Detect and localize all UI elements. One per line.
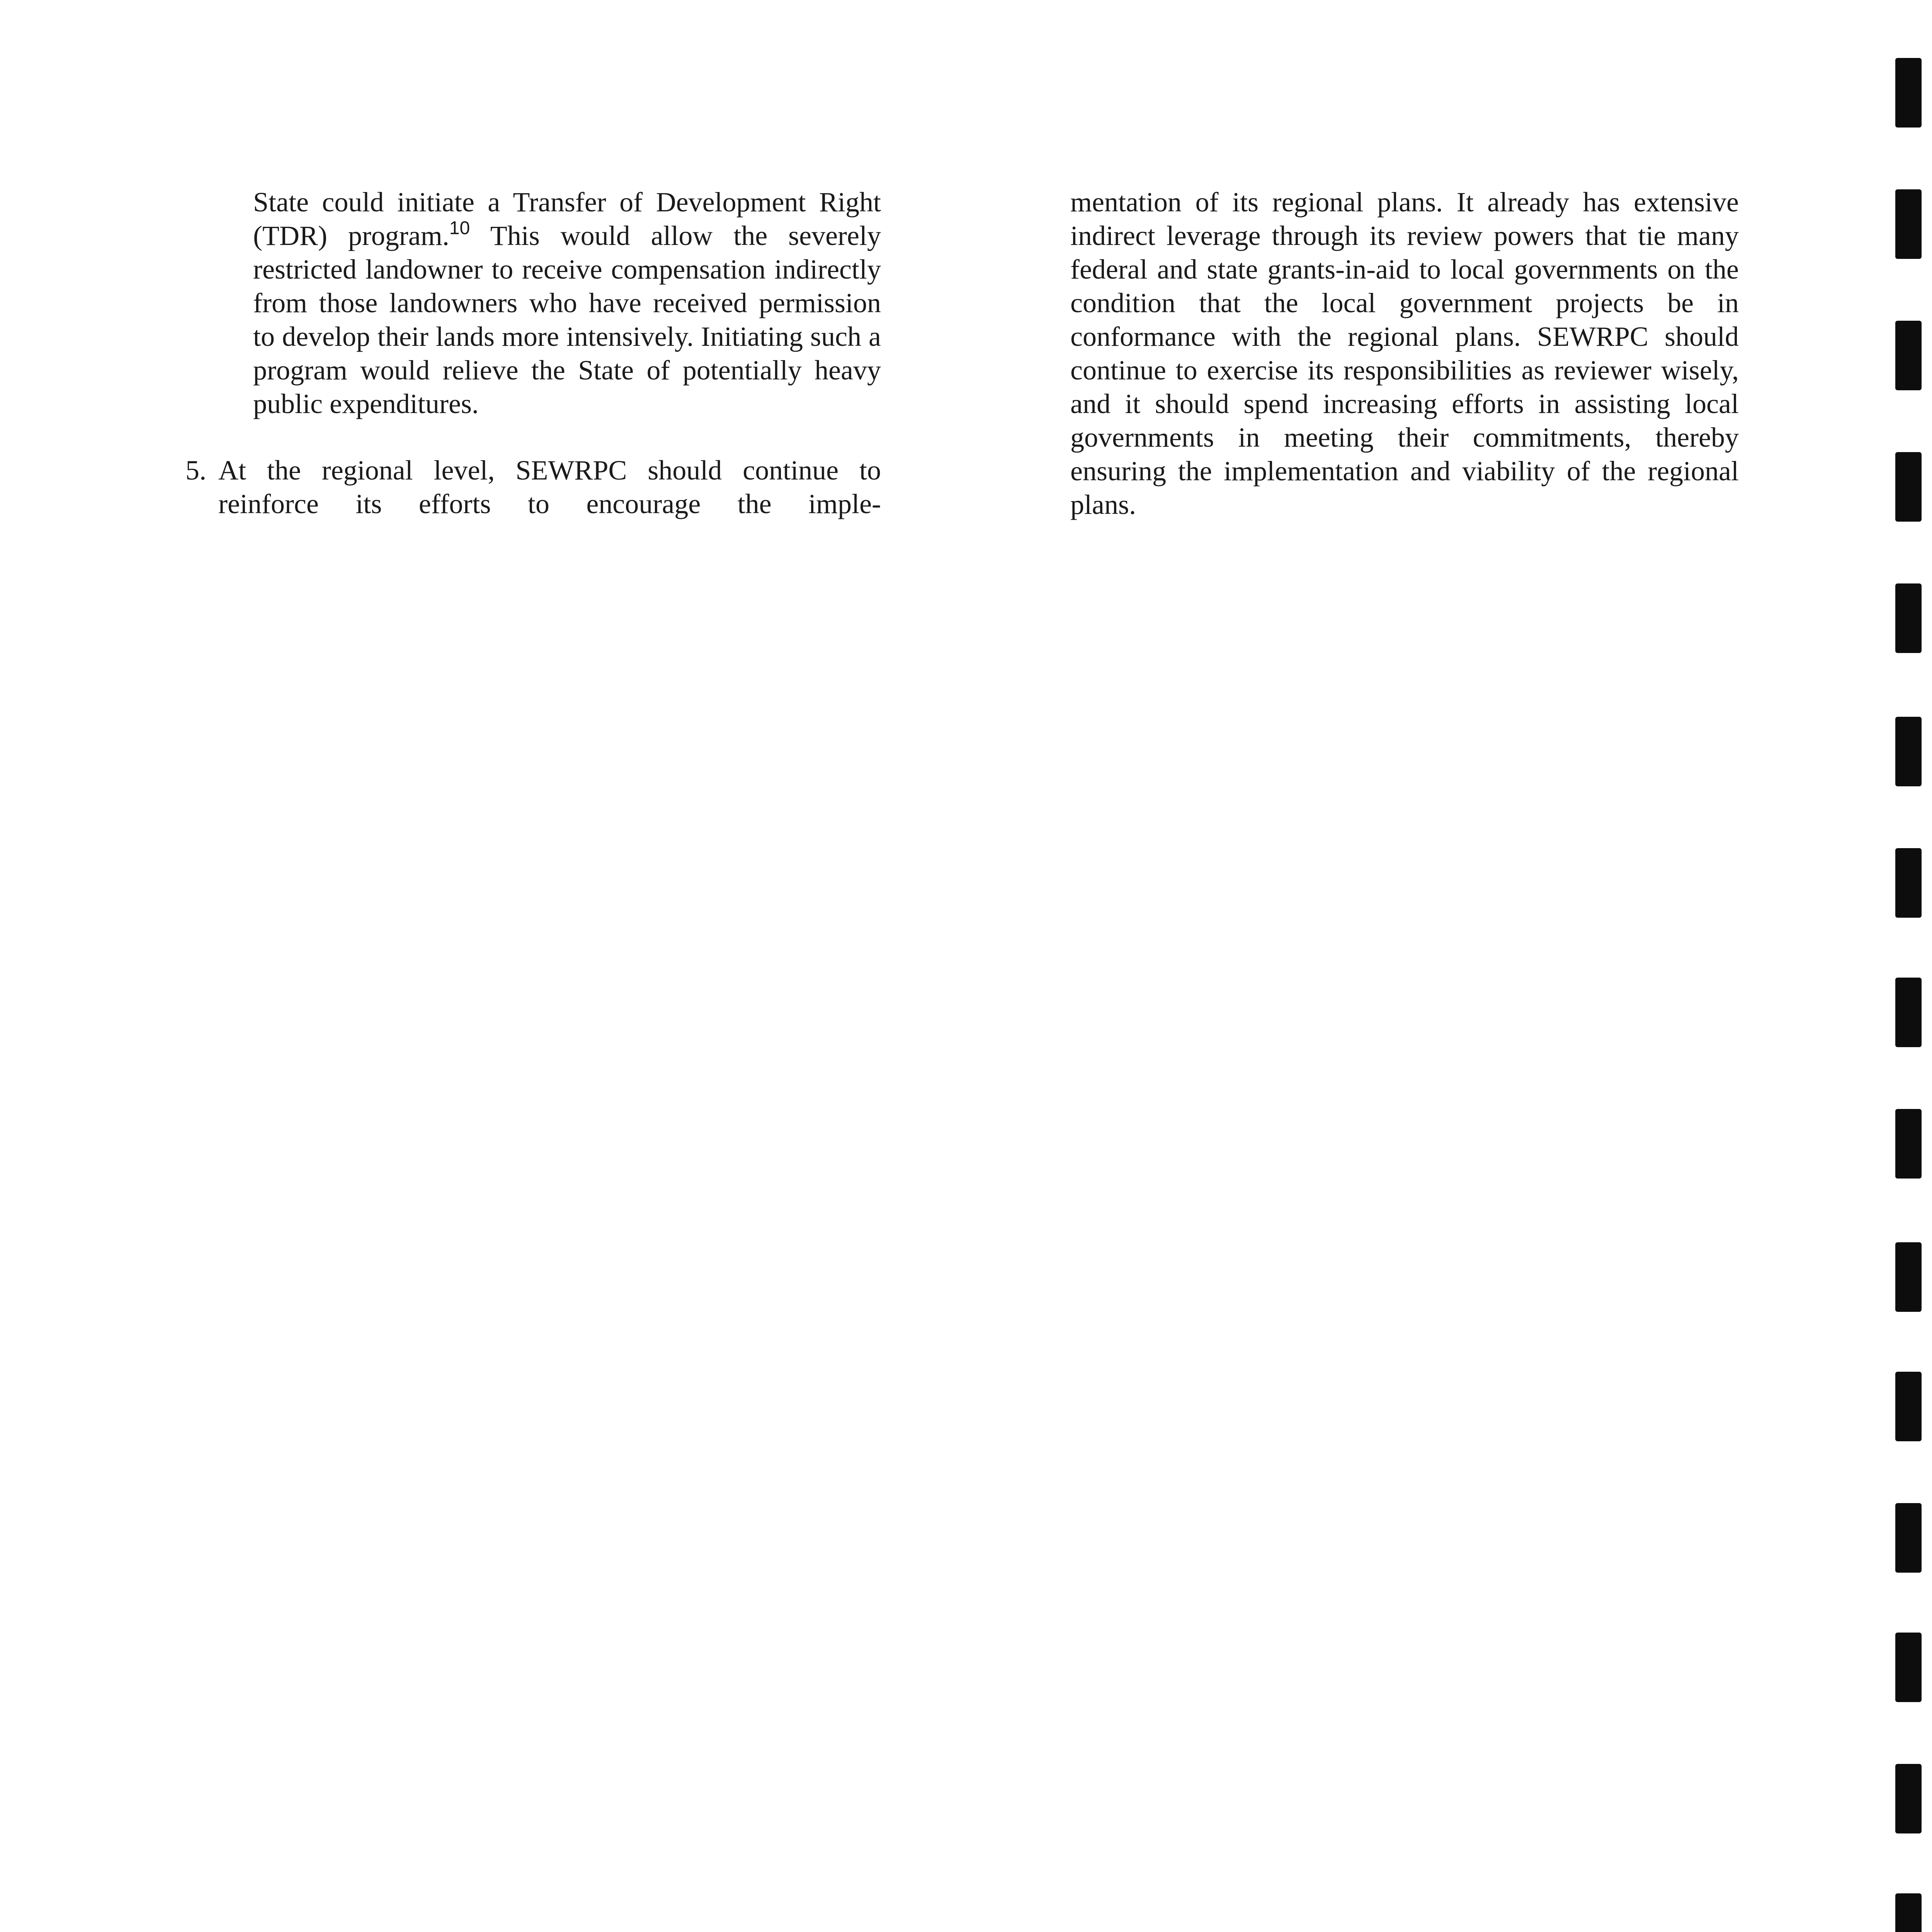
continued-paragraph <box>253 185 881 421</box>
right-column <box>1070 185 1739 522</box>
right-column-paragraph: mentation of its regional plans. It already has extensive indirect leverage through its review powers that tie many federal and state grants-in-aid to local governments on the condition that the local government projects be in conformance with the regional plans. SEWRPC should continue to exercise its responsibilities as reviewer wisely, and it should spend increasing efforts in assisting local governments in meeting their commitments, thereby ensuring the implementation and viability of the regional plans. <box>1070 187 1739 520</box>
list-item-5 <box>185 454 881 521</box>
binding-hole-2 <box>1895 189 1922 259</box>
binding-hole-12 <box>1895 1503 1922 1573</box>
binding-hole-4 <box>1895 452 1922 522</box>
binding-hole-8 <box>1895 978 1922 1047</box>
paragraph-text-end: This would allow the severely restricted landowner to receive compensation indirectly from those landowners who have received permission to develop their lands more intensively. Initiating such a program would relieve the State of potentially heavy public expenditures. <box>253 220 881 419</box>
binding-hole-13 <box>1895 1633 1922 1702</box>
binding-hole-11 <box>1895 1372 1922 1441</box>
list-item-number: 5. <box>185 455 206 486</box>
list-item-text: At the regional level, SEWRPC should continue to reinforce its efforts to encourage the imple- <box>218 455 881 519</box>
binding-hole-1 <box>1895 58 1922 128</box>
left-column <box>185 185 881 521</box>
binding-hole-5 <box>1895 583 1922 653</box>
footnote-reference[interactable]: 10 <box>449 218 470 238</box>
binding-hole-3 <box>1895 321 1922 390</box>
paragraph-text-start: State could initiate a Transfer of Development Right (TDR) program. <box>253 187 881 251</box>
binding-hole-6 <box>1895 717 1922 786</box>
binding-hole-15 <box>1895 1893 1922 1932</box>
binding-hole-10 <box>1895 1242 1922 1312</box>
binding-holes-strip <box>1895 0 1922 1932</box>
binding-hole-9 <box>1895 1109 1922 1179</box>
binding-hole-7 <box>1895 848 1922 918</box>
binding-hole-14 <box>1895 1764 1922 1833</box>
